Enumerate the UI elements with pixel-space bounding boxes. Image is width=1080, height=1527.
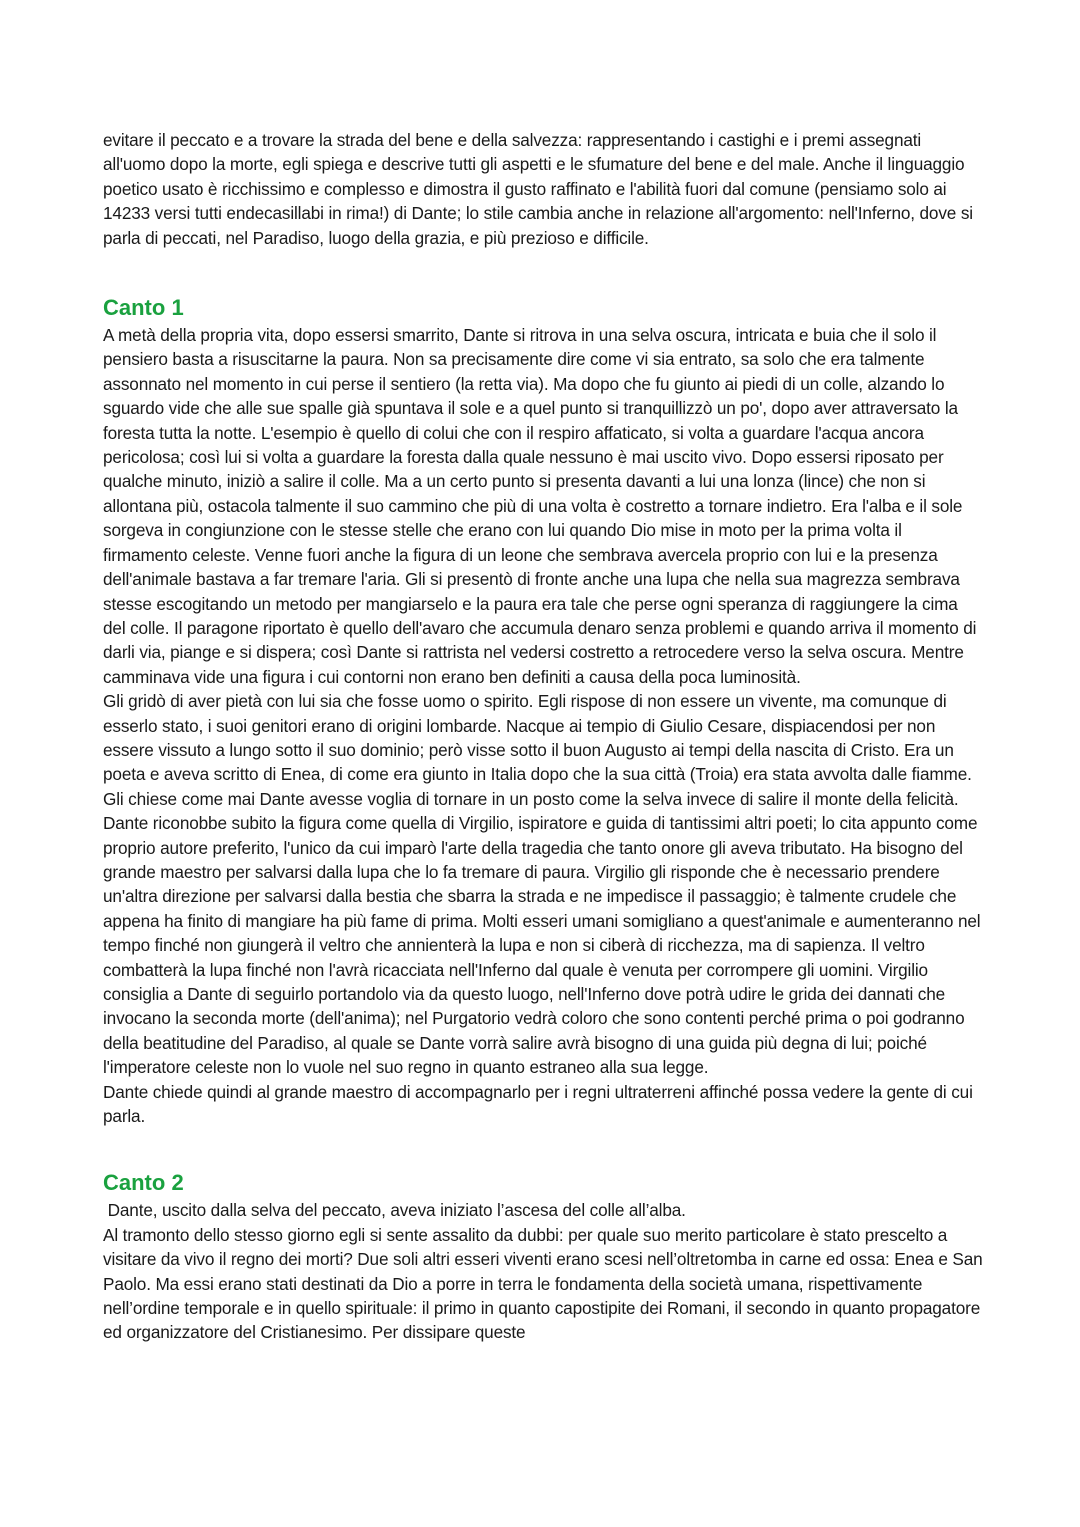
canto-1-paragraph-2: Gli gridò di aver pietà con lui sia che fosse uomo o spirito. Egli rispose di non essere un vivente, ma comunque di esserlo stato, i suoi genitori erano di origini lombarde. Nacque ai tempio di Giulio Cesare, dispiacendosi per non essere vissuto a lungo sotto il suo dominio; però visse sotto il buon Augusto ai tempi della nascita di Cristo. Era un poeta e aveva scritto di Enea, di come era giunto in Italia dopo che la sua città (Troia) era stata avvolta dalle fiamme. Gli chiese come mai Dante avesse voglia di tornare in un posto come la selva invece di salire il monte della felicità. Dante riconobbe subito la figura come quella di Virgilio, ispiratore e guida di tantissimi altri poeti; lo cita appunto come proprio autore preferito, l'unico da cui imparò l'arte della tragedia che tanto onore gli aveva tributato. Ha bisogno del grande maestro per salvarsi dalla lupa che lo fa tremare di paura. Virgilio gli risponde che è necessario prendere un'altra direzione per salvarsi dalla bestia che sbarra la strada e ne impedisce il passaggio; è talmente crudele che appena ha finito di mangiare ha più fame di prima. Molti esseri umani somigliano a quest'animale e aumenteranno nel tempo finché non giungerà il veltro che annienterà la lupa e non si ciberà di ricchezza, ma di sapienza. Il veltro combatterà la lupa finché non l'avrà ricacciata nell'Inferno dal quale è venuta per corrompere gli uomini. Virgilio consiglia a Dante di seguirlo portandolo via da questo luogo, nell'Inferno dove potrà udire le grida dei dannati che invocano la seconda morte (dell'anima); nel Purgatorio vedrà coloro che sono contenti perché prima o poi godranno della beatitudine del Paradiso, al quale se Dante vorrà salire avrà bisogno di una guida più degna di lui; poiché l'imperatore celeste non lo vuole nel suo regno in quanto estraneo alla sua legge. [103,691,981,1078]
canto-2-paragraph-2: Al tramonto dello stesso giorno egli si sente assalito da dubbi: per quale suo merito particolare è stato prescelto a visitare da vivo il regno dei morti? Due soli altri esseri viventi erano scesi nell’oltretomba in carne ed ossa: Enea e San Paolo. Ma essi erano stati destinati da Dio a porre in terra le fondamenta della società umana, rispettivamente nell’ordine temporale e in quello spirituale: il primo in quanto capostipite dei Romani, il secondo in quanto propagatore ed organizzatore del Cristianesimo. Per dissipare queste [103,1224,983,1343]
section-canto-2 [103,1168,983,1344]
canto-1-paragraph-1: A metà della propria vita, dopo essersi smarrito, Dante si ritrova in una selva oscura, intricata e buia che il solo il pensiero basta a risuscitarne la paura. Non sa precisamente dire come vi sia entrato, sa solo che era talmente assonnato nel momento in cui perse il sentiero (la retta via). Ma dopo che fu giunto ai piedi di un colle, alzando lo sguardo vide che alle sue spalle già spuntava il sole e a quel punto si tranquillizzò un po', dopo aver attraversato la foresta tutta la notte. L'esempio è quello di colui che con il respiro affaticato, si volta a guardare l'acqua ancora pericolosa; così lui si volta a guardare la foresta dalla quale nessuno è mai uscito vivo. Dopo essersi riposato per qualche minuto, iniziò a salire il colle. Ma a un certo punto si presenta davanti a lui una lonza (lince) che non si allontana più, ostacola talmente il suo cammino che più di una volta è costretto a tornare indietro. Era l'alba e il sole sorgeva in congiunzione con le stesse stelle che erano con lui quando Dio mise in moto per la prima volta il firmamento celeste. Venne fuori anche la figura di un leone che sembrava avercela proprio con lui e la presenza dell'animale bastava a far tremare l'aria. Gli si presentò di fronte anche una lupa che nella sua magrezza sembrava stesse escogitando un metodo per mangiarselo e la paura era tale che perse ogni speranza di raggiungere la cima del colle. Il paragone riportato è quello dell'avaro che accumula denaro senza problemi e quando arriva il momento di darli via, piange e si dispera; così Dante si rattrista nel vedersi costretto a retrocedere verso la selva oscura. Mentre camminava vide una figura i cui contorni non erano ben definiti a causa della poca luminosità. [103,325,977,687]
canto-1-paragraph-3: Dante chiede quindi al grande maestro di accompagnarlo per i regni ultraterreni affinché possa vedere la gente di cui parla. [103,1081,973,1127]
intro-paragraph: evitare il peccato e a trovare la strada del bene e della salvezza: rappresentando i castighi e i premi assegnati all'uomo dopo la morte, egli spiega e descrive tutti gli aspetti e le sfumature del bene e del male. Anche il linguaggio poetico usato è ricchissimo e complesso e dimostra il gusto raffinato e l'abilità fuori dal comune (pensiamo solo ai 14233 versi tutti endecasillabi in rima!) di Dante; lo stile cambia anche in relazione all'argomento: nell'Inferno, dove si parla di peccati, nel Paradiso, luogo della grazia, e più prezioso e difficile. [103,130,973,248]
section-canto-1 [103,293,983,1128]
canto-2-paragraph-1: Dante, uscito dalla selva del peccato, aveva iniziato l’ascesa del colle all’alba. [103,1200,686,1221]
document-page [103,128,983,1345]
section-heading-canto-1: Canto 1 [103,295,184,321]
section-heading-canto-2: Canto 2 [103,1170,184,1196]
